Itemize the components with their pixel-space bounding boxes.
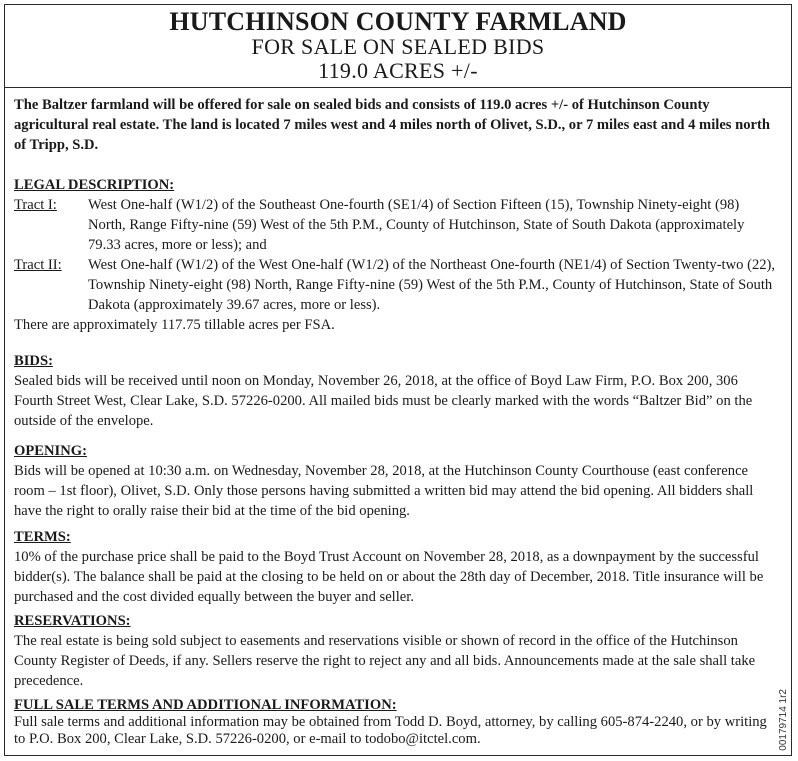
tract-1-text: West One-half (W1/2) of the Southeast One-fourth (SE1/4) of Section Fifteen (15), Township Ninety-eight (98) North, Range Fifty-nine (59) West of the 5th P.M., County of Hutchinson, State of South Dakota (approximately 79.33 acres, more or less); and: [88, 197, 745, 253]
terms-text: 10% of the purchase price shall be paid to the Boyd Trust Account on November 28, 2018, as a downpayment by the successful bidder(s). The balance shall be paid at the closing to be held on or about the 28th day of December, 2018. Title insurance will be purchased and the cost divided equally between the buyer and seller.: [14, 549, 764, 605]
reservations-text: The real estate is being sold subject to easements and reservations visible or shown of record in the office of the Hutchinson County Register of Deeds, if any. Sellers reserve the right to reject any and all bids. Announcements made at the sale shall take precedence.: [14, 633, 756, 689]
tract-2-label: Tract II:: [14, 257, 62, 273]
full-terms-title: FULL SALE TERMS AND ADDITIONAL INFORMATION:: [14, 697, 397, 713]
intro-text: The Baltzer farmland will be offered for sale on sealed bids and consists of 119.0 acres +/- of Hutchinson County agricultural real estate. The land is located 7 miles west and 4 miles north of Olivet, S.D., or 7 miles east and 4 miles north of Tripp, S.D.: [14, 97, 770, 153]
legal-description-title: LEGAL DESCRIPTION:: [14, 177, 175, 193]
legal-description-section: [14, 175, 777, 335]
intro-block: [14, 95, 777, 155]
legal-notice-ad: [4, 4, 792, 756]
opening-title: OPENING:: [14, 443, 87, 459]
terms-title: TERMS:: [14, 529, 71, 545]
tract-1-label: Tract I:: [14, 197, 57, 213]
opening-section: [14, 441, 777, 521]
terms-section: [14, 527, 777, 607]
ad-code: 00179714 1r2: [778, 689, 789, 751]
tract-1: [14, 195, 777, 255]
ad-acres: 119.0 ACRES +/-: [318, 58, 478, 83]
opening-text: Bids will be opened at 10:30 a.m. on Wednesday, November 28, 2018, at the Hutchinson County Courthouse (east conference room – 1st floor), Olivet, S.D. Only those persons having submitted a written bid may attend the bid opening. All bidders shall have the right to orally raise their bid at the time of the bid opening.: [14, 463, 754, 519]
ad-header: [5, 9, 791, 83]
tract-2: [14, 255, 777, 315]
bids-title: BIDS:: [14, 353, 53, 369]
full-terms-section: [14, 697, 777, 748]
ad-title: HUTCHINSON COUNTY FARMLAND: [169, 7, 627, 36]
bids-text: Sealed bids will be received until noon on Monday, November 26, 2018, at the office of Boyd Law Firm, P.O. Box 200, 306 Fourth Street West, Clear Lake, S.D. 57226-0200. All mailed bids must be clearly marked with the words “Baltzer Bid” on the outside of the envelope.: [14, 373, 753, 429]
tillable-acres-text: There are approximately 117.75 tillable acres per FSA.: [14, 317, 335, 333]
reservations-section: [14, 611, 777, 691]
ad-subtitle: FOR SALE ON SEALED BIDS: [251, 34, 545, 59]
header-divider: [5, 87, 791, 88]
full-terms-text: Full sale terms and additional information may be obtained from Todd D. Boyd, attorney, by calling 605-874-2240, or by writing to P.O. Box 200, Clear Lake, S.D. 57226-0200, or e-mail to todobo@itctel.com.: [14, 714, 767, 747]
bids-section: [14, 351, 777, 431]
tract-2-text: West One-half (W1/2) of the West One-half (W1/2) of the Northeast One-fourth (NE1/4) of Section Twenty-two (22), Township Ninety-eight (98) North, Range Fifty-nine (59) West of the 5th P.M., County of Hutchinson, State of South Dakota (approximately 39.67 acres, more or less).: [88, 257, 776, 313]
reservations-title: RESERVATIONS:: [14, 613, 131, 629]
